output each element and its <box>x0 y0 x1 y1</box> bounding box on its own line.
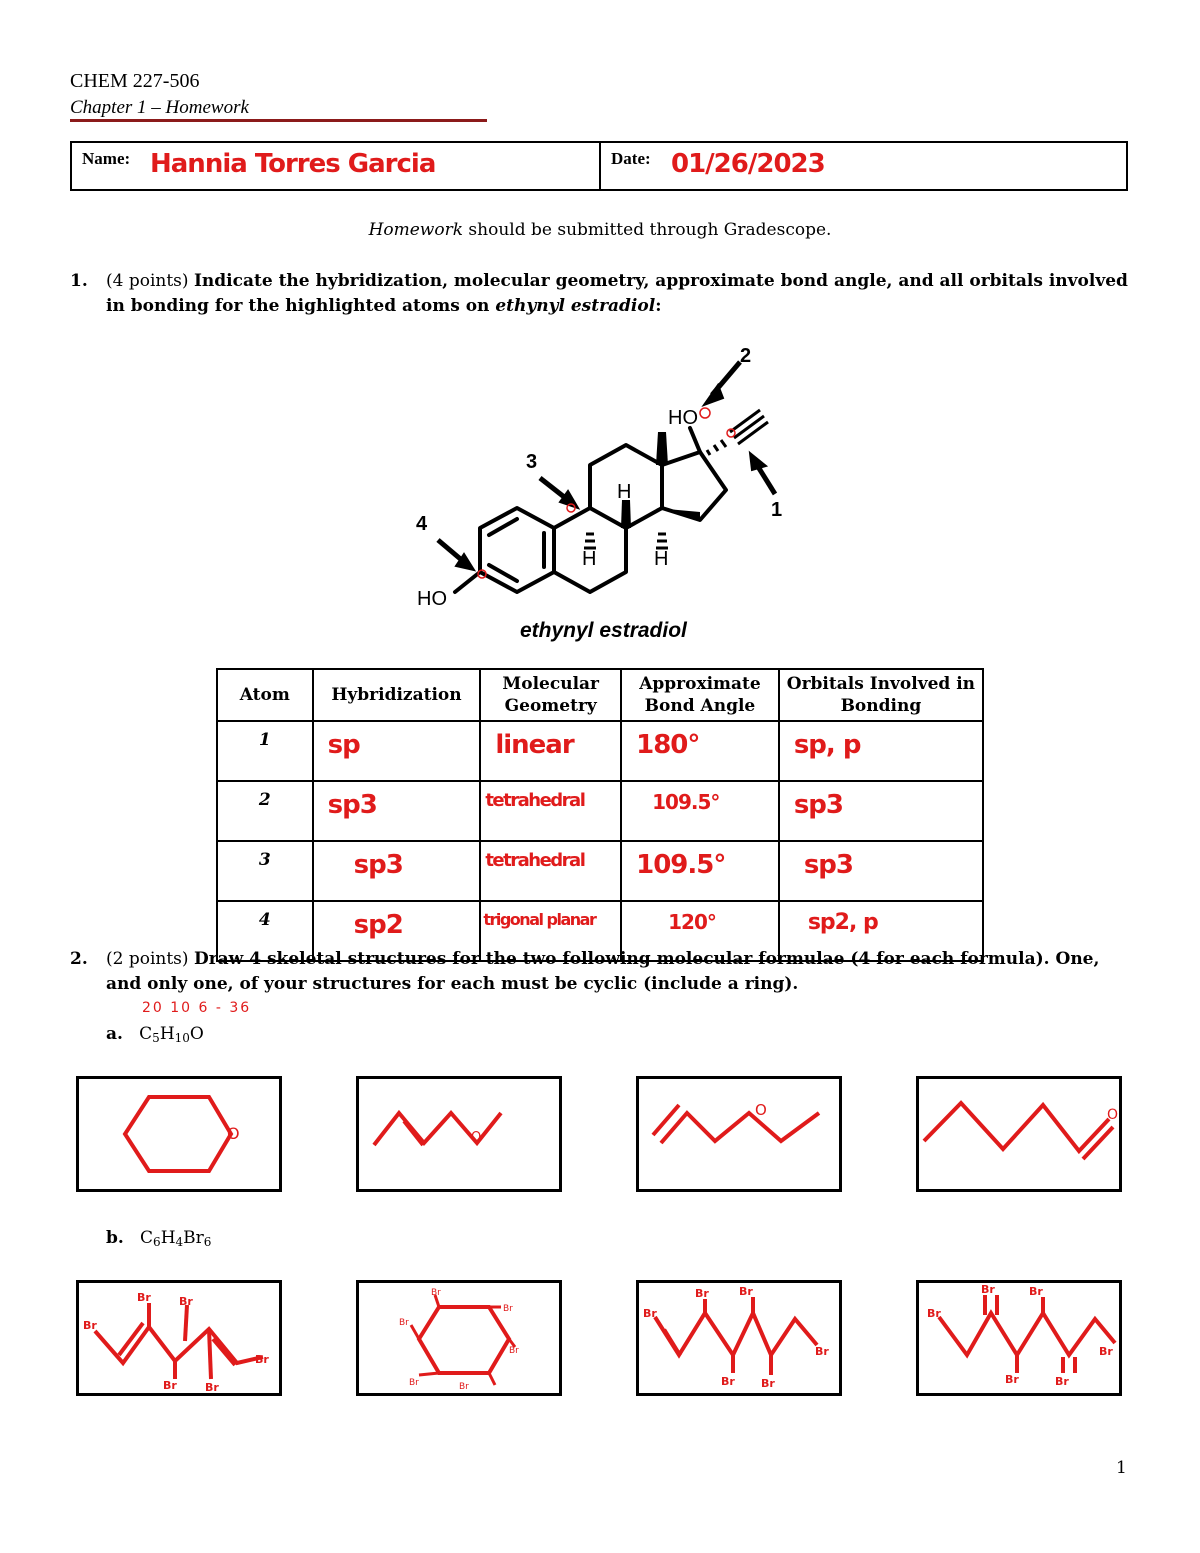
svg-text:Br: Br <box>739 1285 753 1298</box>
table-row: 3 sp3 tetrahedral 109.5° sp3 <box>217 841 983 901</box>
hexabromo-dienone-drawing <box>919 1283 1119 1393</box>
svg-text:Br: Br <box>137 1291 151 1304</box>
svg-text:Br: Br <box>431 1288 441 1298</box>
date-cell <box>601 143 1126 189</box>
svg-text:Br: Br <box>1055 1375 1069 1388</box>
svg-text:Br: Br <box>205 1381 219 1393</box>
table-header: Orbitals Involved in Bonding <box>779 669 983 721</box>
svg-text:Br: Br <box>981 1283 995 1296</box>
table-header: Approximate Bond Angle <box>621 669 779 721</box>
date-value: 01/26/2023 <box>671 149 825 179</box>
ethynyl-estradiol-structure <box>400 340 800 650</box>
atom-marker-4: 4 <box>416 513 428 535</box>
svg-text:Br: Br <box>927 1307 941 1320</box>
drawing-box-b4[interactable] <box>916 1280 1122 1396</box>
drawing-box-b3[interactable] <box>636 1280 842 1396</box>
svg-text:Br: Br <box>179 1295 193 1308</box>
svg-text:Br: Br <box>1029 1285 1043 1298</box>
atom-marker-3: 3 <box>526 451 538 473</box>
svg-text:Br: Br <box>409 1378 419 1388</box>
date-label: Date: <box>611 149 651 168</box>
svg-text:Br: Br <box>695 1287 709 1300</box>
svg-text:Br: Br <box>1099 1345 1113 1358</box>
svg-text:Br: Br <box>721 1375 735 1388</box>
hybridization-table <box>216 668 984 962</box>
formula-a-label: a. $C_5H_{10}O$ <box>106 1024 204 1045</box>
submission-instruction: Homework should be submitted through Gradescope. <box>368 220 832 240</box>
svg-text:Br: Br <box>1005 1373 1019 1386</box>
course-title: CHEM 227-506 <box>70 70 200 92</box>
header-rule <box>70 119 487 122</box>
drawing-box-a3[interactable] <box>636 1076 842 1192</box>
drawing-box-b1[interactable] <box>76 1280 282 1396</box>
question-2: 2. (2 points) Draw 4 skeletal structures for the two following molecular formulae (4 for each formula). One, and only one, of your structures for each must be cyclic (include a ring). <box>70 949 1100 994</box>
svg-text:Br: Br <box>83 1319 97 1332</box>
hydroxyl-label-bottom: HO <box>417 588 447 610</box>
question-1: 1. (4 points) Indicate the hybridization, molecular geometry, approximate bond angle, and all orbitals involved in bonding for the highlighted atoms on ethynyl estradiol: <box>70 271 1128 316</box>
hydrogen-label: H <box>582 548 597 570</box>
atom-marker-2: 2 <box>740 345 752 367</box>
table-header: Hybridization <box>313 669 481 721</box>
svg-text:Br: Br <box>643 1307 657 1320</box>
hexabromo-diene-drawing <box>79 1283 279 1393</box>
svg-text:Br: Br <box>255 1353 269 1366</box>
hexabromo-diene-drawing-2 <box>639 1283 839 1393</box>
svg-text:Br: Br <box>503 1304 513 1314</box>
table-row: 1 sp linear 180° sp, p <box>217 721 983 781</box>
hexabromocyclohexane-drawing <box>359 1283 559 1393</box>
hydrogen-label: H <box>654 548 669 570</box>
student-name: Hannia Torres Garcia <box>150 149 436 179</box>
cyclic-ether-drawing <box>79 1079 279 1189</box>
table-row: 4 sp2 trigonal planar 120° sp2, p <box>217 901 983 961</box>
drawing-box-a2[interactable] <box>356 1076 562 1192</box>
svg-text:Br: Br <box>815 1345 829 1358</box>
drawing-box-a4[interactable] <box>916 1076 1122 1192</box>
alkene-ether-drawing <box>359 1079 559 1189</box>
name-date-box <box>70 141 1128 191</box>
svg-text:Br: Br <box>163 1379 177 1392</box>
svg-text:O: O <box>1107 1107 1119 1123</box>
formula-b-label: b. $C_6H_4Br_6$ <box>106 1228 212 1249</box>
drawing-box-b2[interactable] <box>356 1280 562 1396</box>
vinyl-ether-drawing <box>639 1079 839 1189</box>
svg-text:O: O <box>755 1101 767 1119</box>
svg-text:Br: Br <box>761 1377 775 1390</box>
aldehyde-drawing <box>919 1079 1119 1189</box>
svg-text:O: O <box>227 1124 240 1143</box>
molecule-name: ethynyl estradiol <box>520 619 687 642</box>
hydroxyl-label-top: HO <box>668 407 698 429</box>
table-header: Atom <box>217 669 313 721</box>
table-header: Molecular Geometry <box>480 669 621 721</box>
svg-text:Br: Br <box>459 1382 469 1392</box>
svg-text:O: O <box>471 1130 482 1145</box>
name-cell <box>72 143 601 189</box>
drawing-box-a1[interactable] <box>76 1076 282 1192</box>
svg-text:Br: Br <box>399 1318 409 1328</box>
svg-text:Br: Br <box>509 1346 519 1356</box>
atom-marker-1: 1 <box>771 499 783 521</box>
name-label: Name: <box>82 149 131 168</box>
page-number: 1 <box>1116 1458 1127 1478</box>
margin-note: 20 10 6 - 36 <box>142 1000 252 1016</box>
chapter-title: Chapter 1 – Homework <box>70 97 249 118</box>
hydrogen-label: H <box>617 481 632 503</box>
table-row: 2 sp3 tetrahedral 109.5° sp3 <box>217 781 983 841</box>
